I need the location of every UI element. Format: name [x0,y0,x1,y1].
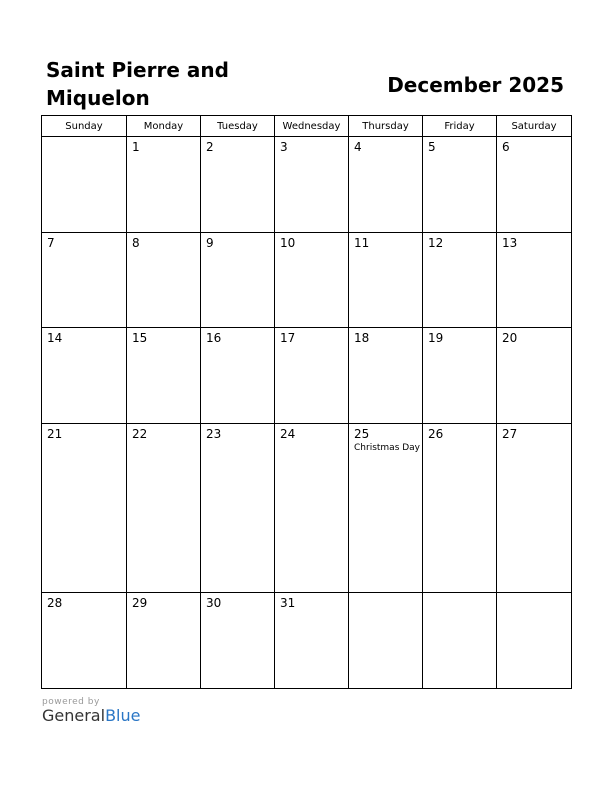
day-cell [349,423,423,593]
generalblue-logo[interactable] [42,706,140,725]
week-row [42,593,572,689]
powered-by-text: powered by [42,697,100,707]
day-cell [127,593,201,689]
day-number: 25 [354,426,370,441]
day-cell [497,328,572,424]
weekday-header-row [42,116,572,137]
day-cell [349,328,423,424]
day-number: 16 [206,331,222,346]
day-number: 7 [47,235,55,250]
day-cell [42,137,127,233]
weekday-wednesday: Wednesday [275,116,349,137]
day-number: 12 [428,235,444,250]
day-cell [349,593,423,689]
day-number: 24 [280,426,296,441]
day-number [497,593,571,596]
week-row [42,137,572,233]
weekday-saturday: Saturday [497,116,572,137]
day-number: 15 [132,331,148,346]
day-number: 2 [206,140,214,154]
day-cell [201,423,275,593]
day-number: 10 [280,235,296,250]
day-cell [275,232,349,328]
day-cell [127,328,201,424]
day-cell [275,593,349,689]
day-cell [127,423,201,593]
day-number: 17 [280,331,296,346]
day-number: 22 [132,426,148,441]
brand-blue: Blue [105,706,141,725]
weekday-tuesday: Tuesday [201,116,275,137]
day-number: 21 [47,426,63,441]
week-row [42,328,572,424]
day-cell [423,423,497,593]
day-number [42,137,126,140]
day-cell [423,137,497,233]
day-cell [349,137,423,233]
day-cell [423,232,497,328]
day-number [349,593,422,596]
day-cell [423,328,497,424]
country-title: Saint Pierre and Miquelon [46,58,229,110]
weekday-monday: Monday [127,116,201,137]
day-number: 20 [502,331,518,346]
calendar-grid [41,115,572,689]
week-row [42,423,572,593]
day-cell [127,137,201,233]
day-cell [497,137,572,233]
day-number: 30 [206,596,222,611]
day-cell [201,232,275,328]
day-cell [497,232,572,328]
day-number: 9 [206,235,214,250]
day-number: 5 [428,140,436,154]
brand-general: General [42,706,106,725]
day-cell [42,593,127,689]
day-number: 31 [280,596,296,611]
day-number: 11 [354,235,370,250]
day-number: 14 [47,331,63,346]
day-number: 4 [354,140,362,154]
day-number: 3 [280,140,288,154]
day-number: 29 [132,596,148,611]
day-number: 28 [47,596,63,611]
day-number: 8 [132,235,140,250]
day-cell [201,328,275,424]
week-row [42,232,572,328]
day-cell [497,423,572,593]
day-cell [42,423,127,593]
holiday-label: Christmas Day [354,442,421,453]
day-cell [349,232,423,328]
day-cell [42,232,127,328]
day-number: 23 [206,426,222,441]
day-number: 1 [132,140,140,154]
day-cell [497,593,572,689]
day-number: 13 [502,235,518,250]
day-number: 26 [428,426,444,441]
day-cell [423,593,497,689]
day-cell [127,232,201,328]
day-cell [275,423,349,593]
day-cell [201,593,275,689]
day-number: 27 [502,426,518,441]
weekday-friday: Friday [423,116,497,137]
day-number: 18 [354,331,370,346]
day-cell [201,137,275,233]
month-title: December 2025 [387,73,564,97]
day-cell [42,328,127,424]
weekday-sunday: Sunday [42,116,127,137]
day-number: 6 [502,140,510,154]
weekday-thursday: Thursday [349,116,423,137]
day-cell [275,328,349,424]
day-number: 19 [428,331,444,346]
day-number [423,593,496,596]
footer [42,697,140,725]
day-cell [275,137,349,233]
